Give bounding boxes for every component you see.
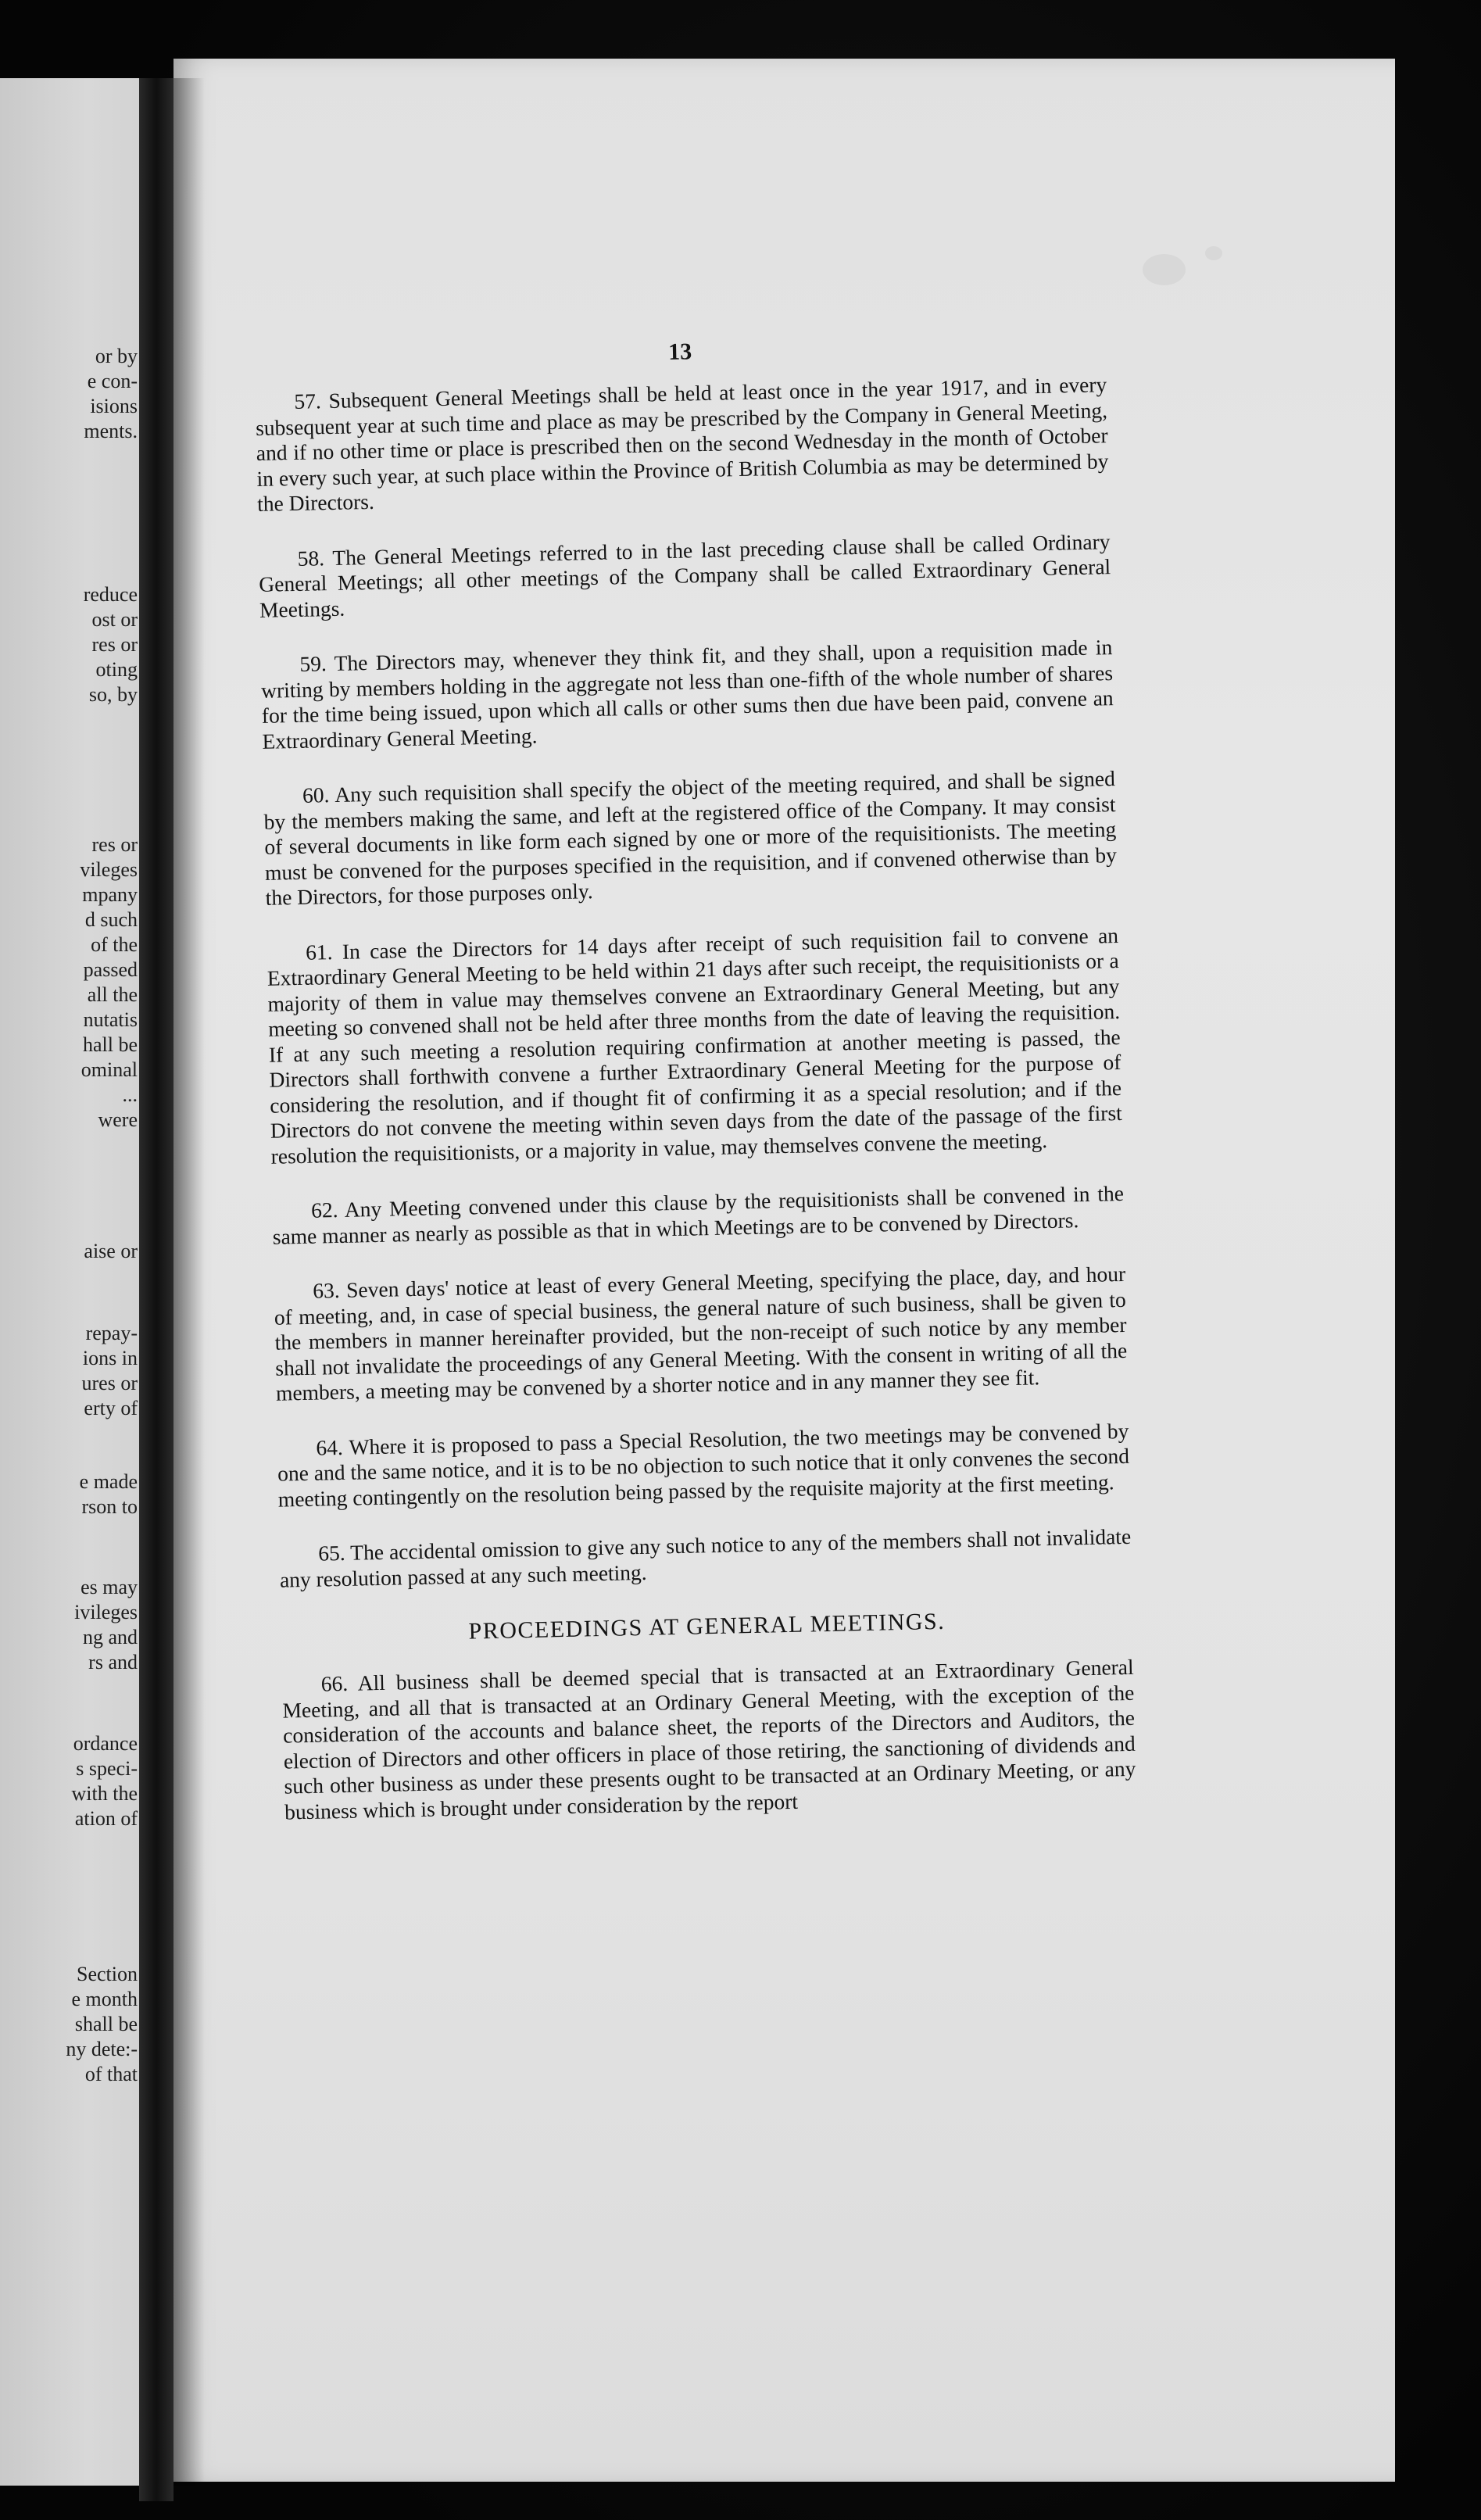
clause-66: 66. All business shall be deemed special that is transacted at an Extraordinary General Meeting, and all that is transacted at an Ordinary General Meeting, with the exception of the consideration of the accounts and balance sheet, the reports of the Directors and Auditors, the election of Directors and other officers in place of those retiring, the sanctioning of dividends and such other business as under these presents ought to be transacted at an Ordinary Meeting, or any business which is brought under consideration by the report: [282, 1654, 1136, 1824]
scan-speck: [1205, 246, 1222, 260]
left-page-fragment: reduce ost or res or oting so, by: [83, 583, 138, 706]
clause-65: 65. The accidental omission to give any such notice to any of the members shall not invalidate any resolution passed at any such meeting.: [279, 1523, 1132, 1592]
clause-58: 58. The General Meetings referred to in the last preceding clause shall be called Ordinary General Meetings; all other meetings of the Company shall be called Extraordinary General Meetings.: [259, 528, 1111, 622]
clause-62: 62. Any Meeting convened under this clause by the requisitionists shall be convened in the same manner as nearly as possible as that in which Meetings are to be convened by Directors.: [272, 1180, 1125, 1249]
section-heading: PROCEEDINGS AT GENERAL MEETINGS.: [468, 1608, 946, 1645]
left-page-fragment: ordance s speci- with the ation of: [71, 1732, 138, 1830]
clause-63: 63. Seven days' notice at least of every General Meeting, specifying the place, day, and hour of meeting, and, in case of special business, the general nature of such business, shall be given to the members in manner hereinafter provided, but the non-receipt of such notice by any member shall not invalidate the proceedings of any General Meeting. With the consent in writing of all the members, a meeting may be convened by a shorter notice and in any manner they see fit.: [274, 1261, 1128, 1405]
clause-57: 57. Subsequent General Meetings shall be held at least once in the year 1917, and in every subsequent year at such time and place as may be prescribed by the Company in General Meeting, and if no other time or place is prescribed then on the second Wednesday in the month of October in every such year, at such place within the Province of British Columbia as may be determined by the Directors.: [255, 372, 1109, 516]
scan-speck: [1143, 254, 1186, 285]
left-page-fragment: e made rson to: [79, 1470, 138, 1518]
left-page-fragment: es may ivileges ng and rs and: [74, 1576, 138, 1673]
page-text: [254, 330, 1137, 1854]
left-page-fragment: repay- ions in ures or erty of: [81, 1322, 138, 1419]
left-facing-page: [0, 78, 145, 2486]
clause-60: 60. Any such requisition shall specify the object of the meeting required, and shall be signed by the members making the same, and left at the registered office of the Company. It may consist of several documents in like form each signed by one or more of the requisitionists. The meeting must be convened for the purposes specified in the requisition, and if convened otherwise than by the Directors, for those purposes only.: [263, 766, 1118, 910]
clause-61: 61. In case the Directors for 14 days after receipt of such requisition fail to convene an Extraordinary General Meeting to be held within 21 days after such receipt, the requisitionists or a majority of them in value may themselves convene an Extraordinary General Meeting, but any meeting so convened shall not be held after three months from the date of leaving the requisition. If at any such meeting a resolution requiring confirmation at another meeting is passed, the Directors shall forthwith convene a further Extraordinary General Meeting for the purpose of considering the resolution, and if thought fit of confirming it as a special resolution; and if the Directors do not convene the meeting within seven days from the date of the passage of the first resolution the requisitionists, or a majority in value, may themselves convene the meeting.: [267, 922, 1123, 1169]
clause-64: 64. Where it is proposed to pass a Special Resolution, the two meetings may be convened by one and the same notice, and it is to be no objection to such notice that it only convenes the second meeting contingently on the resolution being passed by the requisite majority at the first meeting.: [277, 1418, 1130, 1512]
left-page-fragment: aise or: [84, 1240, 138, 1262]
page-number: 13: [667, 338, 692, 365]
left-page-fragment: or by e con- isions ments.: [84, 345, 138, 442]
gutter-shadow: [173, 78, 205, 2486]
left-page-fragment: Section e month shall be ny dete:- of that: [66, 1963, 138, 2085]
binding-gutter: [139, 78, 173, 2501]
clause-59: 59. The Directors may, whenever they think fit, and they shall, upon a requisition made in writing by members holding in the aggregate not less than one-fifth of the whole number of shares for the time being issued, upon which all calls or other sums then due have been paid, convene an Extraordinary General Meeting.: [260, 635, 1114, 753]
left-page-fragment: res or vileges mpany d such of the passed all the nutatis hall be ominal ... were: [80, 833, 138, 1131]
